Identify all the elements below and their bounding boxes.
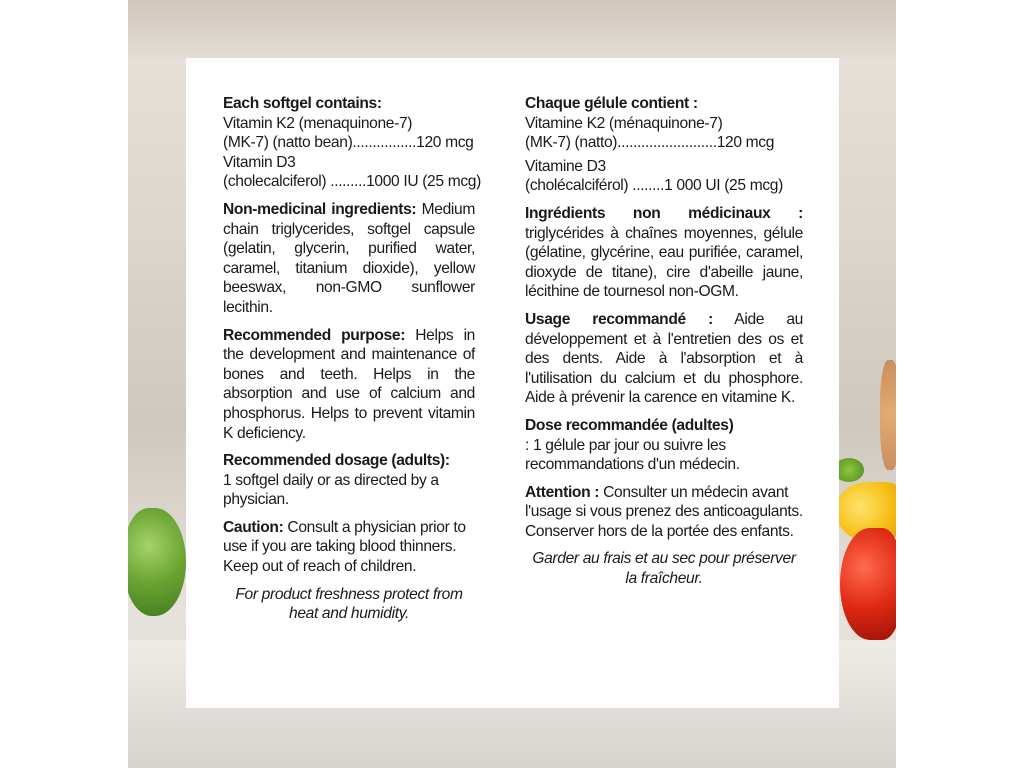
kitchen-shelf xyxy=(128,0,896,60)
dosage-text-fr: : 1 gélule par jour ou suivre les recommandations d'un médecin. xyxy=(525,436,740,474)
non-medicinal-heading-fr: Ingrédients non médicinaux : xyxy=(525,204,803,222)
d3-line-2-fr: (cholécalciférol) ........1 000 UI (25 mcg) xyxy=(525,177,783,195)
orange-fruit xyxy=(880,360,896,470)
freshness-note: For product freshness protect from heat and humidity. xyxy=(235,585,463,623)
purpose-heading-fr: Usage recommandé : xyxy=(525,310,713,328)
purpose-block-fr xyxy=(525,310,803,408)
dosage-heading: Recommended dosage (adults): xyxy=(223,452,450,470)
d3-line-1-fr: Vitamine D3 xyxy=(525,157,606,175)
purpose-text: Helps in the development and maintenance of bones and teeth. Helps in the absorption and use of calcium and phosphorus. Helps to prevent vitamin K deficiency. xyxy=(223,326,476,442)
red-tomato xyxy=(840,528,896,640)
english-column xyxy=(223,94,481,639)
dosage-heading-fr: Dose recommandée (adultes) xyxy=(525,416,734,434)
label-panel xyxy=(186,58,839,708)
caution-block-fr xyxy=(525,483,803,542)
k2-line-2: (MK-7) (natto bean)................120 mcg xyxy=(223,134,474,152)
non-medicinal-text: Medium chain triglycerides, softgel capsule (gelatin, glycerin, purified water, caramel, titanium dioxide), yellow beeswax, non-GMO sunflower lecithin. xyxy=(223,200,476,316)
purpose-block xyxy=(223,326,475,444)
d3-line-1: Vitamin D3 xyxy=(223,153,296,171)
caution-heading: Caution: xyxy=(223,518,284,536)
d3-line-2: (cholecalciferol) .........1000 IU (25 mcg) xyxy=(223,173,481,191)
freshness-note-fr: Garder au frais et au sec pour préserver la fraîcheur. xyxy=(532,550,796,588)
caution-block xyxy=(223,518,475,577)
contents-block-fr xyxy=(525,94,803,196)
non-medicinal-text-fr: triglycérides à chaînes moyennes, gélule (gélatine, glycérine, eau purifiée, caramel, dioxyde de titane), cire d'abeille jaune, lécithine de tournesol non-OGM. xyxy=(525,224,803,301)
purpose-heading: Recommended purpose: xyxy=(223,326,406,344)
contents-block xyxy=(223,94,481,192)
purpose-text-fr: Aide au développement et à l'entretien des os et des dents. Aide à l'absorption et à l'utilisation du calcium et du phosphore. Aide à prévenir la carence en vitamine K. xyxy=(525,310,803,407)
french-column xyxy=(525,94,803,604)
non-medicinal-block xyxy=(223,200,475,318)
dosage-block xyxy=(223,451,475,510)
contents-heading: Each softgel contains: xyxy=(223,95,382,112)
k2-line-1-fr: Vitamine K2 (ménaquinone-7) xyxy=(525,114,723,132)
non-medicinal-heading: Non-medicinal ingredients: xyxy=(223,200,417,218)
k2-line-2-fr: (MK-7) (natto).........................120 mcg xyxy=(525,134,775,152)
green-apple xyxy=(128,508,186,616)
caution-text: Consult a physician prior to use if you are taking blood thinners. Keep out of reach of children. xyxy=(223,518,466,576)
contents-heading-fr: Chaque gélule contient : xyxy=(525,95,698,112)
dosage-text: 1 softgel daily or as directed by a physician. xyxy=(223,471,439,509)
caution-heading-fr: Attention : xyxy=(525,483,600,501)
dosage-block-fr xyxy=(525,416,803,475)
non-medicinal-block-fr xyxy=(525,204,803,302)
caution-text-fr: Consulter un médecin avant l'usage si vous prenez des anticoagulants. Conserver hors de la portée des enfants. xyxy=(525,483,803,540)
k2-line-1: Vitamin K2 (menaquinone-7) xyxy=(223,114,413,132)
